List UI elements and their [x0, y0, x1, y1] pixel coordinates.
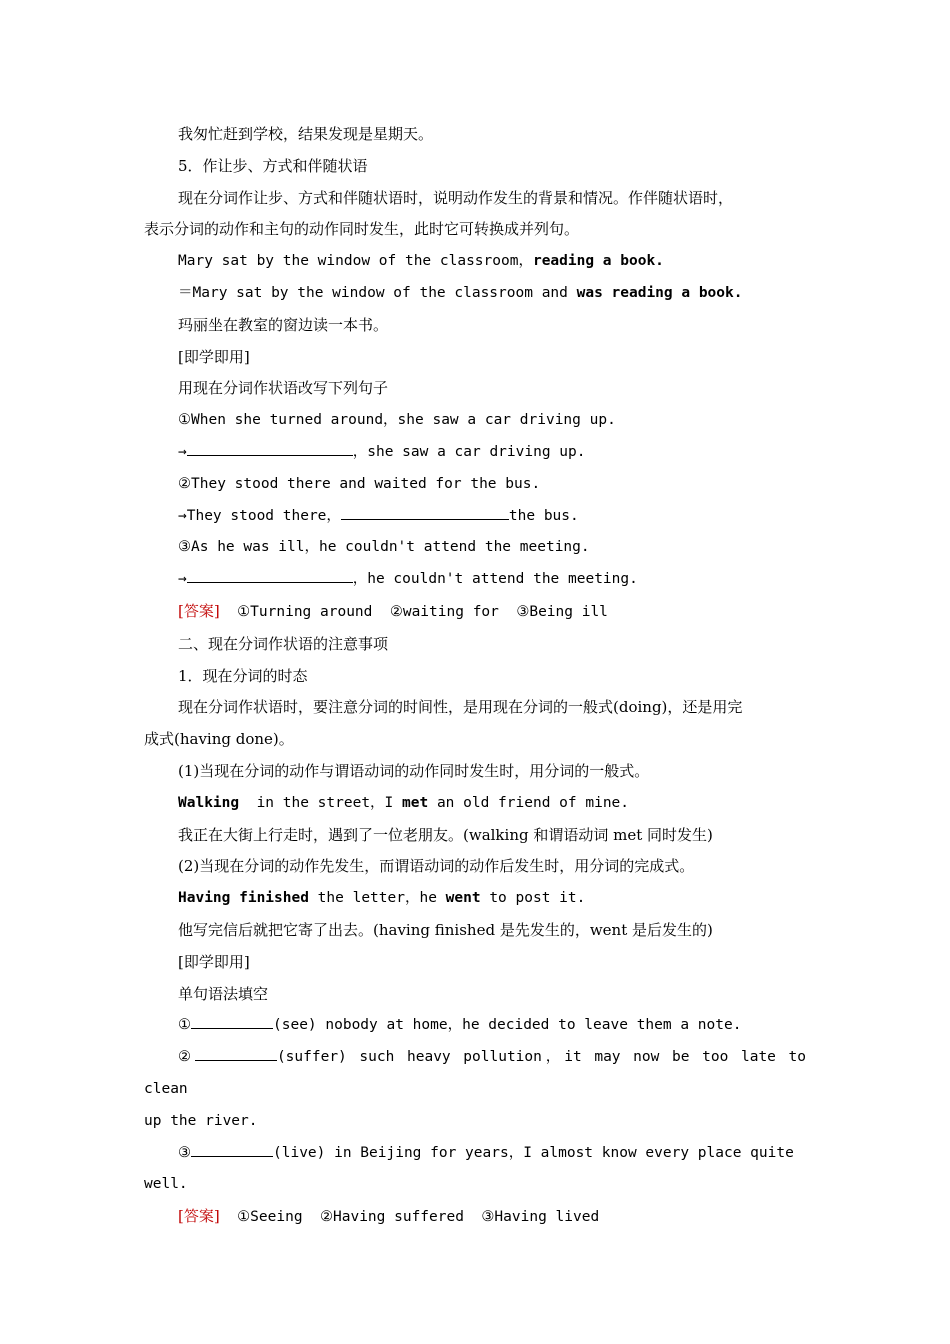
text-span: (see) nobody at home，he decided to leave them a note. [273, 1017, 742, 1034]
bold-span: Having finished [178, 890, 309, 907]
arrow-icon: → [178, 571, 187, 588]
question-number: ③ [178, 1144, 191, 1161]
example-sentence [144, 278, 806, 310]
blank-input[interactable] [187, 567, 353, 583]
question: ③As he was ill，he couldn't attend the meeting. [178, 539, 590, 556]
question: ②They stood there and waited for the bus. [178, 475, 541, 492]
example-sentence [144, 883, 806, 915]
blank-input[interactable] [195, 1045, 277, 1061]
example-sentence [144, 246, 806, 278]
answer-key [144, 596, 806, 629]
blank-input[interactable] [341, 504, 509, 520]
arrow-icon: → [178, 443, 187, 460]
answer-line [144, 564, 806, 596]
text-span: to post it. [480, 890, 586, 907]
bold-span: met [402, 794, 429, 811]
text-span: an old friend of mine. [428, 794, 630, 811]
fill-question [144, 1042, 815, 1106]
text-span: →They stood there， [178, 507, 341, 524]
example-sentence [144, 788, 806, 820]
text-span: ，she saw a car driving up. [352, 443, 586, 460]
task-instruction: 单句语法填空 [178, 984, 269, 1003]
paragraph: 现在分词作状语时，要注意分词的时间性，是用现在分词的一般式(doing)，还是用完 [178, 698, 743, 717]
bold-span: went [445, 890, 481, 907]
answer-line [144, 437, 806, 469]
fill-question [144, 1010, 806, 1042]
practice-label: [即学即用] [178, 347, 250, 366]
fill-question [144, 1138, 806, 1170]
blank-input[interactable] [191, 1141, 273, 1157]
text-span: ＝Mary sat by the window of the classroom and [178, 284, 577, 301]
rule-text: (1)当现在分词的动作与谓语动词的动作同时发生时，用分词的一般式。 [178, 761, 650, 780]
question: ①When she turned around，she saw a car driving up. [178, 412, 616, 429]
bold-span: was reading a book. [576, 284, 743, 301]
subsection-heading: 1．现在分词的时态 [178, 666, 308, 685]
answer-line [144, 501, 806, 533]
translation: 我正在大街上行走时，遇到了一位老朋友。(walking 和谓语动词 met 同时发生) [178, 825, 713, 844]
text-line: 我匆忙赶到学校，结果发现是星期天。 [178, 125, 434, 143]
text-span: the letter，he [308, 890, 446, 907]
question-number: ① [178, 1017, 191, 1034]
document-body [144, 119, 815, 1234]
fill-question-cont: well. [144, 1176, 188, 1193]
fill-question-cont: up the river. [144, 1112, 258, 1129]
blank-input[interactable] [187, 440, 353, 456]
translation: 他写完信后就把它寄了出去。(having finished 是先发生的，went 是后发生的) [178, 920, 713, 939]
bold-span: Walking [178, 794, 240, 811]
paragraph-cont: 成式(having done)。 [144, 730, 294, 749]
question-number: ② [178, 1049, 195, 1066]
paragraph-cont: 表示分词的动作和主句的动作同时发生，此时它可转换成并列句。 [144, 220, 580, 239]
section-heading: 5．作让步、方式和伴随状语 [178, 156, 368, 175]
task-instruction: 用现在分词作状语改写下列句子 [178, 379, 389, 398]
text-span: (suffer) such heavy pollution，it may now be too late to clean [144, 1049, 815, 1097]
text-span: (live) in Beijing for years，I almost know every place quite [273, 1144, 794, 1161]
text-span: the bus. [508, 507, 579, 524]
bold-span: reading a book. [532, 253, 664, 270]
answer-tag: [答案] [178, 1207, 220, 1226]
translation: 玛丽坐在教室的窗边读一本书。 [178, 315, 389, 334]
answer-key [144, 1201, 806, 1234]
text-span: ，he couldn't attend the meeting. [352, 571, 638, 588]
text-span: in the street，I [239, 794, 403, 811]
text-span: 现在分词作让步、方式和伴随状语时，说明动作发生的背景和情况。作伴随状语时， [178, 188, 734, 207]
text-span: Mary sat by the window of the classroom， [178, 253, 533, 270]
answer-tag: [答案] [178, 601, 220, 620]
section-heading: 二、现在分词作状语的注意事项 [178, 634, 389, 653]
rule-text: (2)当现在分词的动作先发生，而谓语动词的动作后发生时，用分词的完成式。 [178, 857, 695, 876]
practice-label: [即学即用] [178, 952, 250, 971]
answer-text: ①Seeing ②Having suffered ③Having lived [219, 1209, 600, 1226]
paragraph [144, 183, 806, 215]
answer-text: ①Turning around ②waiting for ③Being ill [219, 603, 608, 620]
blank-input[interactable] [191, 1013, 273, 1029]
